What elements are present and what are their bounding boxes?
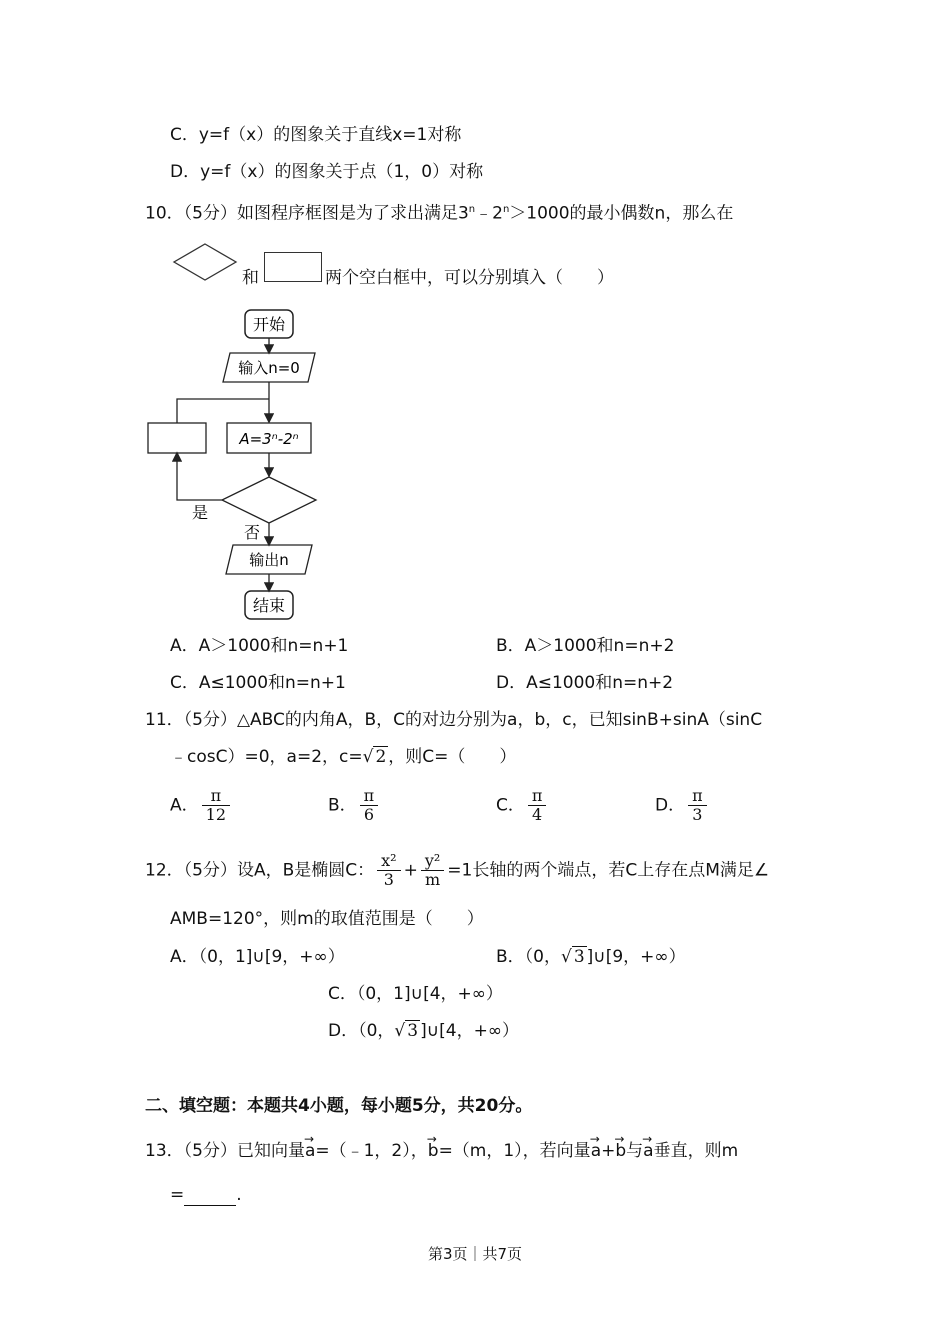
q11-option-d: D． $\frac{\pi}{3}$ <box>655 787 710 824</box>
flow-start-label: 开始 <box>252 315 286 334</box>
q10-and: 和 <box>242 268 259 288</box>
q12-option-b: B．（0，√ 3 ]∪[9，+∞） <box>496 947 686 967</box>
q11-stem-cont: ﹣cosC）=0，a=2，c=√ 2 ，则C=（ ） <box>170 747 517 767</box>
flow-output-label: 输出n <box>249 551 289 569</box>
answer-blank[interactable] <box>184 1188 236 1206</box>
section-heading: 二、填空题：本题共4小题，每小题5分，共20分。 <box>145 1096 533 1116</box>
process-box-icon <box>264 252 322 282</box>
flow-blank-process <box>148 423 206 453</box>
flow-decision <box>222 477 316 523</box>
q10-option-d: D．A≤1000和n=n+2 <box>496 673 674 693</box>
q10-option-b: B．A＞1000和n=n+2 <box>496 636 675 656</box>
q10-option-c: C．A≤1000和n=n+1 <box>170 673 346 693</box>
q11-option-a: A． $\frac{\pi}{12}$ <box>170 787 233 824</box>
q11-stem: 11．（5分）△ABC的内角A，B，C的对边分别为a，b，c，已知sinB+sinA（sinC <box>145 710 763 730</box>
q11-option-c: C． $\frac{\pi}{4}$ <box>496 787 549 824</box>
flow-end-label: 结束 <box>252 596 286 615</box>
q9-option-c: C．y=f（x）的图象关于直线x=1对称 <box>170 125 462 145</box>
page-footer: 第3页｜共7页 <box>427 1245 523 1263</box>
q12-stem-cont: AMB=120°，则m的取值范围是（ ） <box>170 909 484 929</box>
q11-option-b: B． $\frac{\pi}{6}$ <box>328 787 381 824</box>
q10-stem-cont: 两个空白框中，可以分别填入（ ） <box>325 268 614 288</box>
flow-yes-label: 是 <box>192 503 209 522</box>
flow-assign-label: A=3ⁿ-2ⁿ <box>239 430 299 448</box>
q10-option-a: A．A＞1000和n=n+1 <box>170 636 349 656</box>
q12-option-c: C．（0，1]∪[4，+∞） <box>328 984 503 1004</box>
q10-stem: 10．（5分）如图程序框图是为了求出满足$3^n﹣2^n>1000$的最小偶数n，那么在 <box>145 203 734 224</box>
flow-input-label: 输入n=0 <box>238 359 300 377</box>
decision-box-icon <box>172 242 238 282</box>
flowchart <box>140 300 340 626</box>
q13-answer-line: = . <box>170 1185 242 1205</box>
q9-option-d: D．y=f（x）的图象关于点（1，0）对称 <box>170 162 484 182</box>
q12-option-d: D．（0，√ 3 ]∪[4，+∞） <box>328 1021 520 1041</box>
q12-stem: 12．（5分）设A，B是椭圆C： $\frac{\text{x²}}{3}$ + $\frac{\text{y²}}{m}$ =1长轴的两个端点，若C上存在点M满足∠ <box>145 851 770 889</box>
q12-option-a: A．（0，1]∪[9，+∞） <box>170 947 345 967</box>
sqrt-symbol: √ 2 <box>362 747 387 767</box>
flow-no-label: 否 <box>244 523 261 542</box>
q13-stem: 13．（5分）已知向量→ a=（﹣1，2），→ b=（m，1），若向量→ a+→ b与→ a垂直，则m <box>145 1140 738 1162</box>
